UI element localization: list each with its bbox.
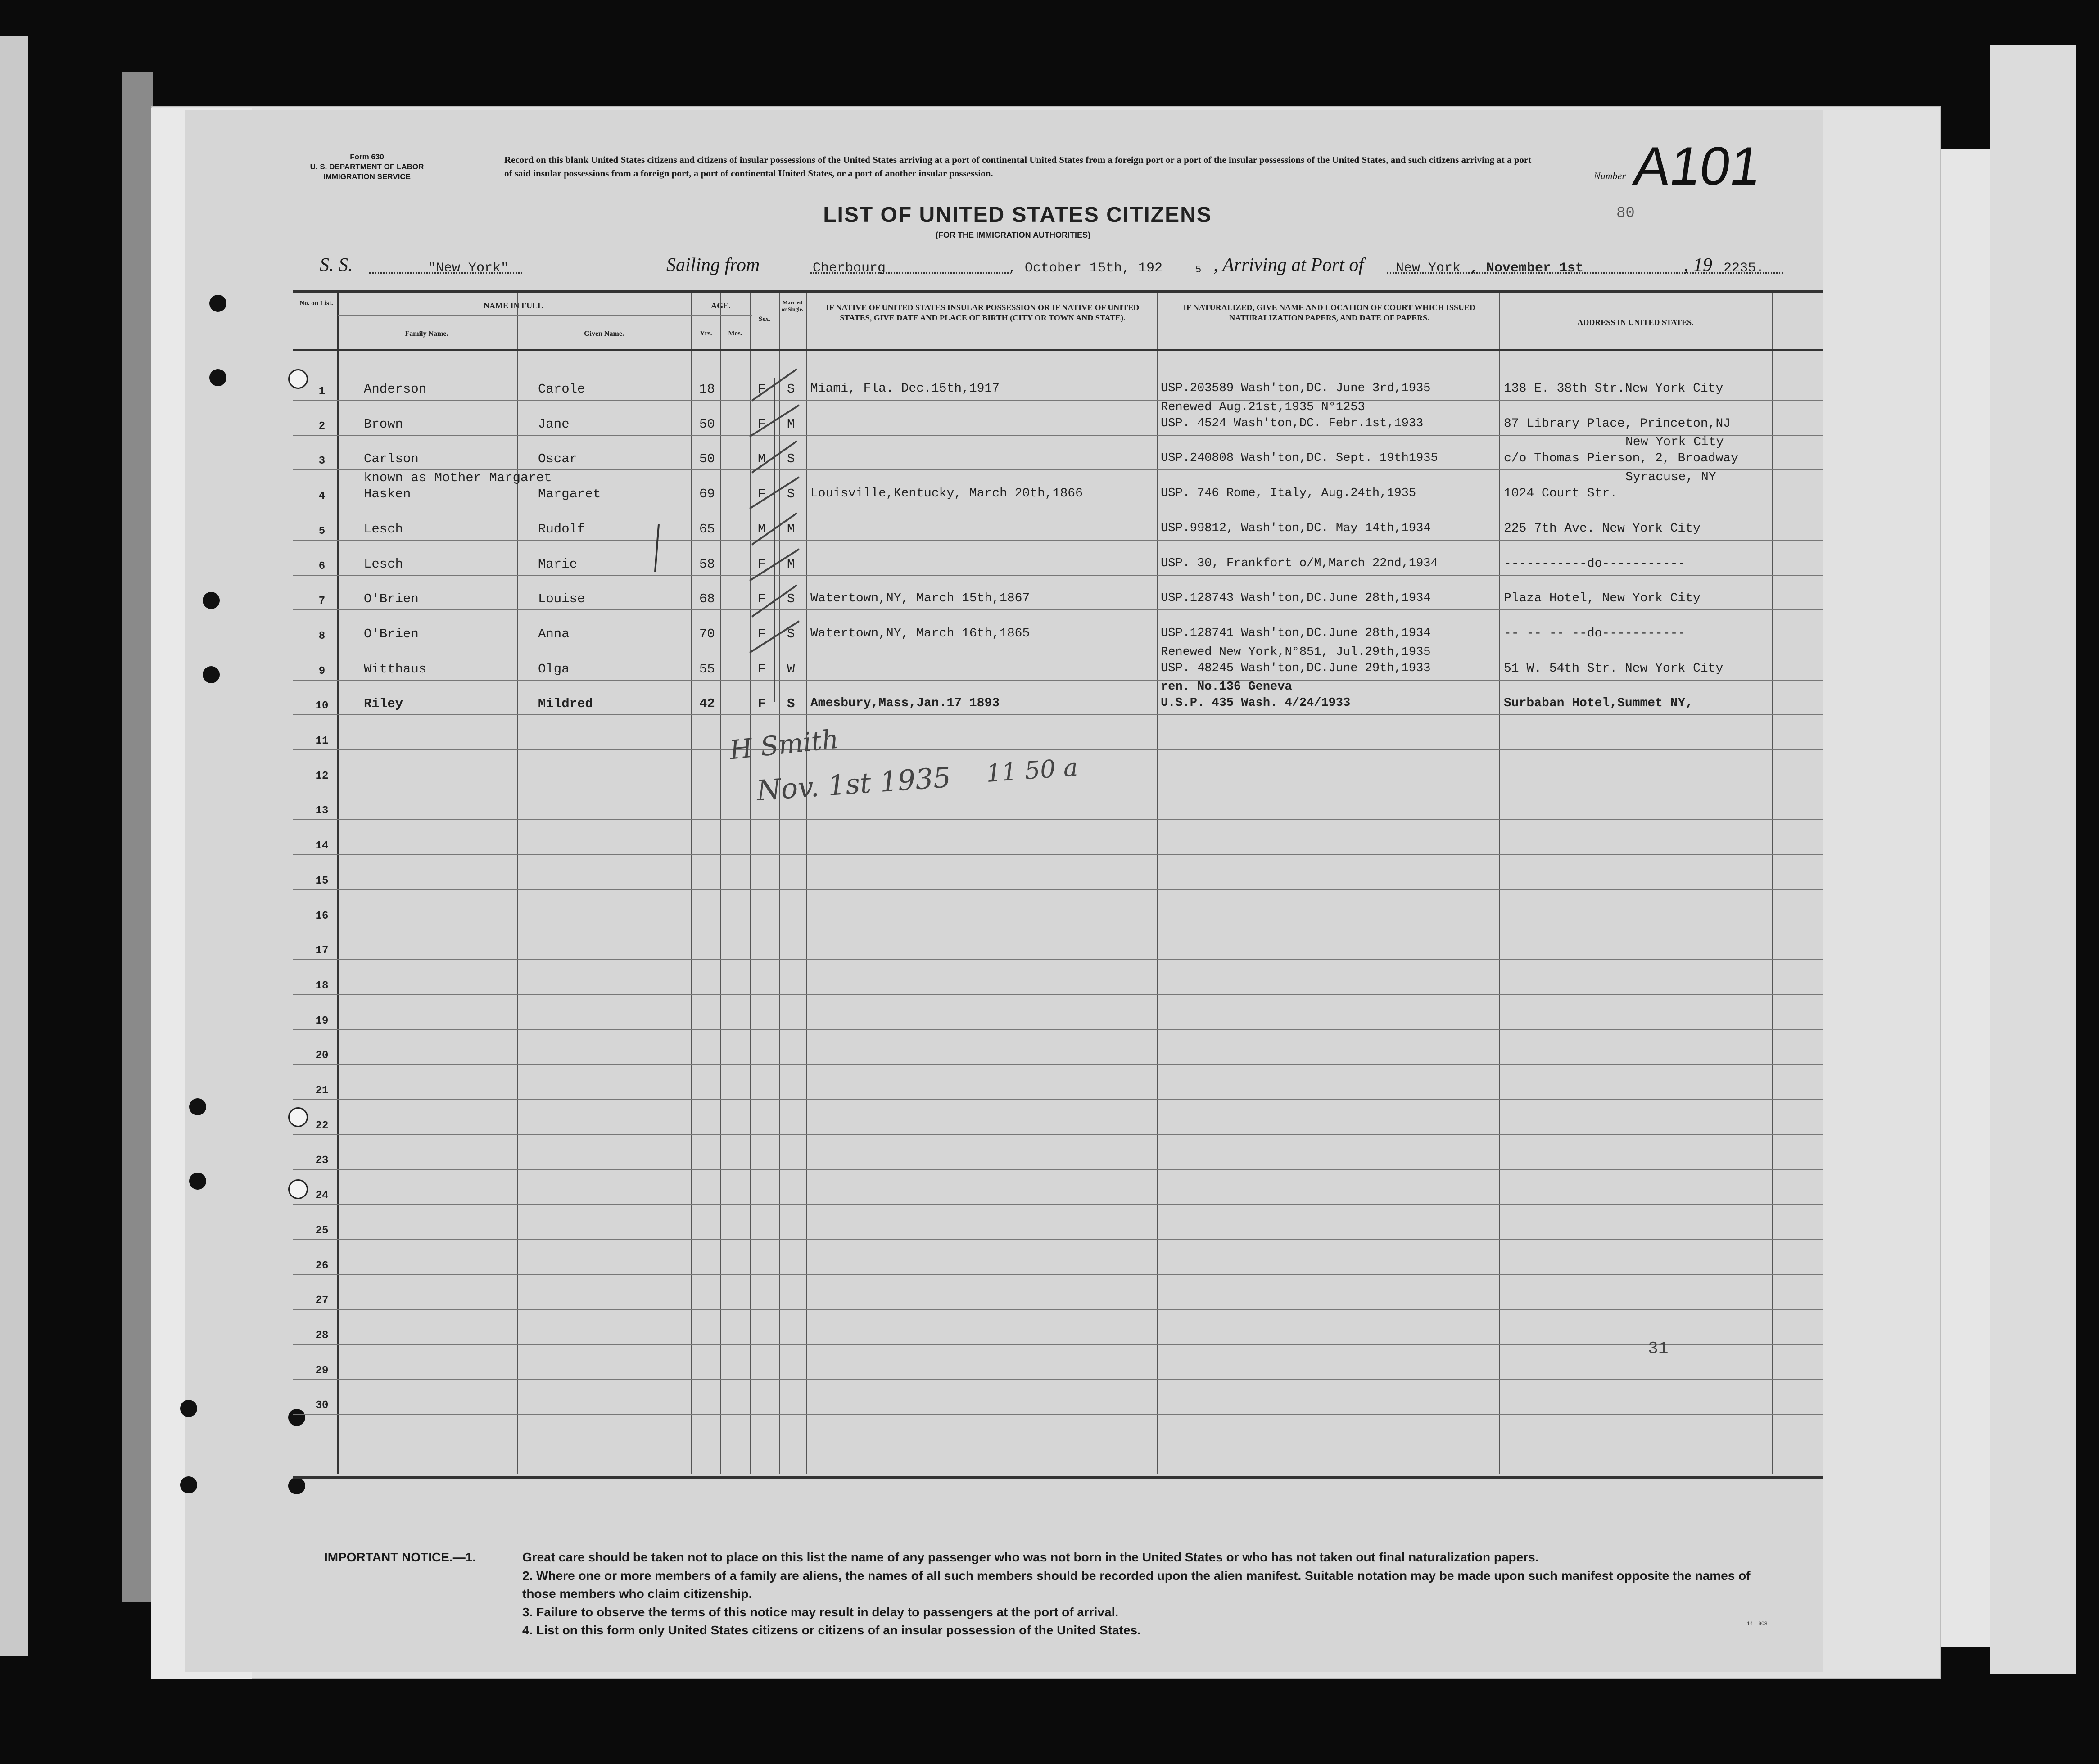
family-name: Witthaus (364, 661, 427, 677)
notice-title: IMPORTANT NOTICE.—1. (324, 1550, 476, 1564)
header-rule (338, 315, 752, 316)
row-number: 3 (318, 455, 326, 468)
marital-status: M (787, 556, 795, 572)
header-rule (293, 349, 1823, 351)
scan-edge-left-shadow (122, 72, 153, 1602)
notice-item: 4. List on this form only United States citizens or citizens of an insular possession of the United States. (522, 1623, 1141, 1638)
row-rule (293, 680, 1823, 681)
naturalization-details: USP. 4524 Wash'ton,DC. Febr.1st,1933 (1161, 416, 1424, 430)
family-name-note: known as Mother Margaret (364, 470, 552, 486)
row-number: 25 (315, 1224, 329, 1237)
voyage-details (315, 254, 1801, 281)
row-number: 12 (315, 770, 329, 782)
address: c/o Thomas Pierson, 2, Broadway (1504, 451, 1738, 466)
sex: F (758, 382, 766, 397)
row-rule (293, 1064, 1823, 1065)
row-rule (293, 854, 1823, 855)
ss-label: S. S. (320, 255, 353, 275)
row-number: 27 (315, 1295, 329, 1307)
row-number: 11 (315, 735, 329, 747)
birth-details: Miami, Fla. Dec.15th,1917 (810, 382, 1000, 396)
marital-status: S (787, 451, 795, 467)
row-number: 19 (315, 1015, 329, 1027)
sex: F (758, 696, 766, 712)
arriving-label: , Arriving at Port of (1213, 255, 1364, 275)
row-rule (293, 1204, 1823, 1205)
col-header-address: ADDRESS IN UNITED STATES. (1577, 318, 1694, 327)
family-name: Riley (364, 696, 403, 712)
sex: M (758, 451, 766, 467)
age-years: 70 (699, 626, 715, 641)
sex: F (758, 556, 766, 572)
row-rule (293, 1309, 1823, 1310)
row-number: 2 (318, 420, 326, 433)
given-name: Rudolf (538, 521, 585, 537)
department-name: U. S. DEPARTMENT OF LABOR (310, 162, 424, 171)
row-rule (293, 1379, 1823, 1380)
family-name: Brown (364, 416, 403, 432)
col-header-no: No. on List. (299, 300, 333, 307)
family-name: Lesch (364, 521, 403, 537)
address: 87 Library Place, Princeton,NJ (1504, 416, 1731, 431)
row-number: 15 (315, 875, 329, 887)
scan-edge-left (0, 36, 28, 1656)
form-identifier (290, 152, 443, 182)
marital-status: S (787, 487, 795, 502)
address-note: New York City (1625, 435, 1724, 450)
row-number: 1 (318, 385, 326, 397)
row-rule (293, 749, 1823, 750)
sex: F (758, 416, 766, 432)
address: -----------do----------- (1504, 556, 1686, 571)
address: -- -- -- --do----------- (1504, 626, 1686, 641)
binding-hole (203, 666, 220, 683)
marital-status: M (787, 416, 795, 432)
sex: F (758, 661, 766, 677)
address-note: Syracuse, NY (1625, 470, 1716, 485)
naturalization-details: U.S.P. 435 Wash. 4/24/1933 (1161, 696, 1351, 710)
given-name: Oscar (538, 451, 578, 467)
given-name: Olga (538, 661, 570, 677)
marital-status: S (787, 591, 795, 607)
address: 138 E. 38th Str.New York City (1504, 382, 1724, 396)
row-number: 10 (315, 700, 329, 713)
row-number: 24 (315, 1190, 329, 1202)
naturalization-details: USP. 746 Rome, Italy, Aug.24th,1935 (1161, 487, 1416, 501)
notice-item: 2. Where one or more members of a family are aliens, the names of all such members should be recorded upon the alien manifest. Suitable notation may be made upon such manifest opposite the names of those members who claim citizenship. (522, 1568, 1751, 1601)
col-header-sex: Sex. (758, 316, 771, 323)
row-rule (293, 1099, 1823, 1100)
age-years: 65 (699, 521, 715, 537)
family-name: O'Brien (364, 591, 419, 607)
row-rule (293, 1344, 1823, 1345)
given-name: Mildred (538, 696, 593, 712)
binding-hole (180, 1400, 197, 1417)
official-signature: H Smith (728, 723, 840, 766)
given-name: Louise (538, 591, 585, 607)
age-years: 68 (699, 591, 715, 607)
address: Plaza Hotel, New York City (1504, 591, 1701, 606)
list-number: A101 (1630, 136, 1765, 196)
marital-status: S (787, 626, 795, 641)
row-rule (293, 819, 1823, 820)
notice-item: Great care should be taken not to place on this list the name of any passenger who was not born in the United States or who has not taken out final naturalization papers. (522, 1550, 1539, 1564)
marital-status: S (787, 696, 795, 712)
birth-details: Watertown,NY, March 16th,1865 (810, 626, 1030, 641)
row-number: 13 (315, 805, 329, 817)
row-rule (293, 889, 1823, 890)
naturalization-details: USP.128743 Wash'ton,DC.June 28th,1934 (1161, 591, 1431, 605)
col-header-mos: Mos. (728, 330, 742, 337)
naturalization-note: Renewed New York,N°851, Jul.29th,1935 (1161, 645, 1431, 659)
row-rule (293, 994, 1823, 995)
binding-hole (180, 1476, 197, 1493)
row-rule (293, 1169, 1823, 1170)
notice-item: 3. Failure to observe the terms of this notice may result in delay to passengers at the port of arrival. (522, 1605, 1119, 1619)
binding-hole (209, 369, 226, 386)
naturalization-details: USP.203589 Wash'ton,DC. June 3rd,1935 (1161, 382, 1431, 395)
binding-hole (189, 1098, 206, 1115)
marital-status: S (787, 382, 795, 397)
row-number: 26 (315, 1259, 329, 1272)
family-name: Carlson (364, 451, 419, 467)
col-header-yrs: Yrs. (700, 330, 712, 337)
inspection-time: 11 50 a (985, 753, 1079, 788)
row-number: 8 (318, 630, 326, 642)
form-instructions: Record on this blank United States citizens and citizens of insular possessions of the United States arriving at a port of continental United States from a foreign port or a port of the insular possessions of the United States, and such citizens arriving at a port of said insular possessions from a foreign port, a port of continental United States, or a port of another insular possession. (504, 154, 1532, 179)
age-years: 69 (699, 487, 715, 502)
col-header-name-in-full: NAME IN FULL (483, 301, 543, 310)
print-code: 14—908 (1747, 1620, 1768, 1627)
age-years: 55 (699, 661, 715, 677)
naturalization-details: USP. 48245 Wash'ton,DC.June 29th,1933 (1161, 661, 1431, 675)
naturalization-note: ren. No.136 Geneva (1161, 680, 1292, 694)
punch-hole (288, 1477, 305, 1494)
given-name: Jane (538, 416, 570, 432)
naturalization-note: Renewed Aug.21st,1935 N°1253 (1161, 400, 1365, 414)
row-rule (293, 1134, 1823, 1135)
age-years: 50 (699, 416, 715, 432)
ship-name: "New York" (428, 261, 509, 276)
address: 51 W. 54th Str. New York City (1504, 661, 1724, 676)
row-number: 5 (318, 525, 326, 537)
col-header-birth: IF NATIVE OF UNITED STATES INSULAR POSSESSION OR IF NATIVE OF UNITED STATES, GIVE DATE AND PLACE OF BIRTH (CITY OR TOWN AND STATE). (826, 303, 1140, 322)
given-name: Marie (538, 556, 578, 572)
row-number: 4 (318, 490, 326, 503)
row-number: 7 (318, 595, 326, 608)
address: Surbaban Hotel,Summet NY, (1504, 696, 1693, 711)
naturalization-details: USP.99812, Wash'ton,DC. May 14th,1934 (1161, 521, 1431, 535)
sex: M (758, 521, 766, 537)
col-header-naturalization: IF NATURALIZED, GIVE NAME AND LOCATION OF COURT WHICH ISSUED NATURALIZATION PAPERS, AND DATE OF PAPERS. (1183, 303, 1475, 322)
row-rule (293, 714, 1823, 715)
col-header-family-name: Family Name. (405, 330, 448, 338)
scan-edge-right (1990, 45, 2076, 1674)
col-header-age: AGE. (711, 301, 731, 310)
row-number: 16 (315, 910, 329, 922)
address: 1024 Court Str. (1504, 487, 1618, 501)
family-name: Hasken (364, 487, 411, 502)
row-number: 18 (315, 979, 329, 992)
row-rule (293, 400, 1823, 401)
sailing-from-label: Sailing from (666, 255, 760, 275)
birth-details: Watertown,NY, March 15th,1867 (810, 591, 1030, 606)
row-rule (293, 1239, 1823, 1240)
row-number: 14 (315, 840, 329, 853)
inspection-date: Nov. 1st 1935 (755, 761, 952, 807)
sex: F (758, 487, 766, 502)
given-name: Margaret (538, 487, 601, 502)
row-rule (293, 1274, 1823, 1275)
year-prefix: , 19 (1684, 255, 1712, 275)
arrival-port: New York (1396, 261, 1461, 276)
row-rule (293, 575, 1823, 576)
age-years: 42 (699, 696, 715, 712)
arrival-date: , November 1st (1470, 261, 1584, 276)
sailing-date: , October 15th, 192 (1009, 261, 1163, 276)
given-name: Carole (538, 382, 585, 397)
row-number: 9 (318, 665, 326, 677)
family-name: O'Brien (364, 626, 419, 641)
service-name: IMMIGRATION SERVICE (323, 172, 411, 181)
age-years: 18 (699, 382, 715, 397)
page-subtitle: (FOR THE IMMIGRATION AUTHORITIES) (936, 230, 1090, 239)
binding-hole (203, 592, 220, 609)
row-rule (293, 1414, 1823, 1415)
row-number: 21 (315, 1085, 329, 1097)
marital-status: M (787, 521, 795, 537)
row-rule (293, 609, 1823, 610)
form-number: Form 630 (350, 153, 384, 161)
row-rule (293, 1029, 1823, 1030)
page-title: LIST OF UNITED STATES CITIZENS (823, 203, 1212, 227)
address: 225 7th Ave. New York City (1504, 521, 1701, 536)
page-stamp: 80 (1616, 205, 1635, 222)
row-number: 17 (315, 945, 329, 957)
row-number: 29 (315, 1364, 329, 1377)
sex: F (758, 626, 766, 641)
pencil-mark (651, 522, 664, 576)
birth-details: Louisville,Kentucky, March 20th,1866 (810, 487, 1083, 501)
naturalization-details: USP.240808 Wash'ton,DC. Sept. 19th1935 (1161, 451, 1438, 465)
row-number: 22 (315, 1119, 329, 1132)
binding-hole (209, 295, 226, 312)
family-name: Anderson (364, 382, 427, 397)
family-name: Lesch (364, 556, 403, 572)
col-header-married-single: Married or Single. (781, 299, 804, 312)
sailing-year-digit: 5 (1195, 264, 1202, 275)
number-label: Number (1594, 170, 1626, 181)
col-header-given-name: Given Name. (584, 330, 624, 338)
marital-status: W (787, 661, 795, 677)
row-number: 28 (315, 1329, 329, 1342)
binding-hole (189, 1173, 206, 1190)
row-rule (293, 435, 1823, 436)
row-rule (293, 959, 1823, 960)
naturalization-details: USP.128741 Wash'ton,DC.June 28th,1934 (1161, 626, 1431, 640)
birth-details: Amesbury,Mass,Jan.17 1893 (810, 696, 1000, 711)
page-stamp-31: 31 (1648, 1339, 1669, 1358)
check-marks (743, 360, 815, 720)
row-number: 6 (318, 560, 326, 573)
age-years: 58 (699, 556, 715, 572)
departure-port: Cherbourg (813, 261, 886, 276)
row-number: 20 (315, 1050, 329, 1062)
row-rule (293, 540, 1823, 541)
row-number: 23 (315, 1155, 329, 1167)
naturalization-details: USP. 30, Frankfort o/M,March 22nd,1934 (1161, 556, 1438, 570)
sex: F (758, 591, 766, 607)
notice-items (522, 1548, 1783, 1640)
given-name: Anna (538, 626, 570, 641)
age-years: 50 (699, 451, 715, 467)
row-number: 30 (315, 1399, 329, 1412)
manifest-table (293, 290, 1823, 1479)
arrival-year: 2235. (1724, 261, 1764, 276)
